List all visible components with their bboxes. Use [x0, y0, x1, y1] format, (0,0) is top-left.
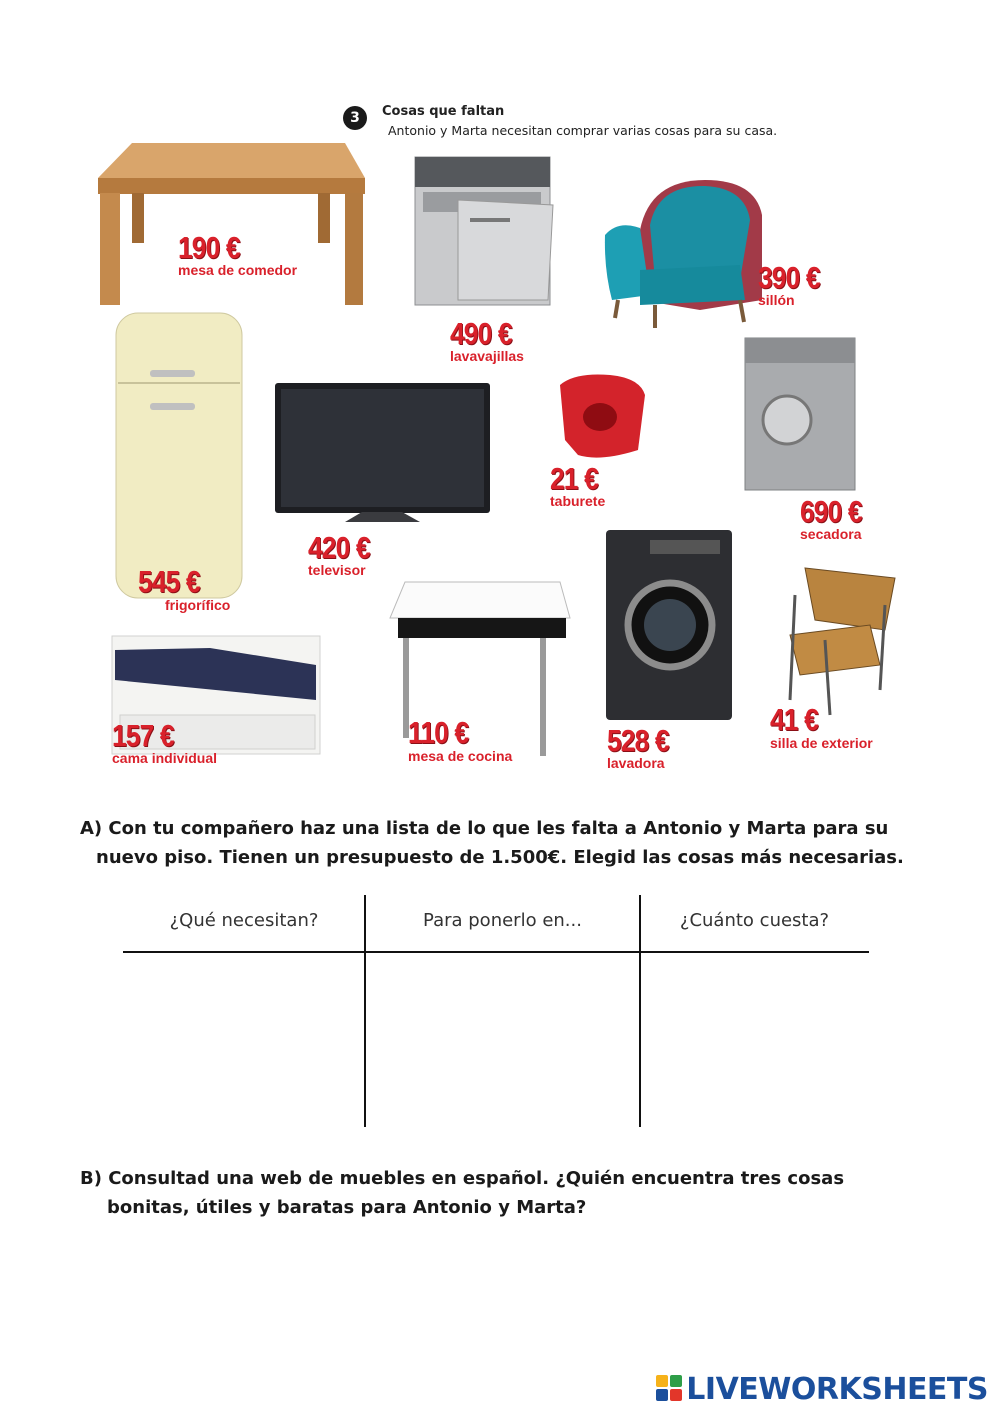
- name-mesa-de-cocina: mesa de cocina: [408, 748, 513, 764]
- fridge-image: [116, 313, 242, 598]
- liveworksheets-logo: [656, 1372, 988, 1407]
- price-televisor: 420 €: [308, 530, 370, 565]
- price-frigorifico: 545 €: [138, 564, 200, 599]
- table-header-que-necesitan: ¿Qué necesitan?: [169, 910, 319, 931]
- outdoor-chair-image: [790, 568, 895, 715]
- price-cama-individual: 157 €: [112, 718, 174, 753]
- television-image: [275, 383, 490, 522]
- exercise-title: Cosas que faltan: [382, 104, 505, 119]
- task-b-line-1: B) Consultad una web de muebles en español. ¿Quién encuentra tres cosas: [80, 1168, 845, 1189]
- table-header-divider: [123, 951, 869, 953]
- name-cama-individual: cama individual: [112, 750, 218, 766]
- stool-image: [560, 374, 645, 457]
- logo-text: LIVEWORKSHEETS: [686, 1372, 988, 1407]
- name-lavadora: lavadora: [607, 755, 665, 771]
- table-header-para-ponerlo: Para ponerlo en...: [423, 910, 582, 931]
- logo-mark-square-3: [656, 1389, 668, 1401]
- price-lavadora: 528 €: [607, 723, 669, 758]
- name-televisor: televisor: [308, 562, 366, 578]
- task-a-line-1: A) Con tu compañero haz una lista de lo que les falta a Antonio y Marta para su: [80, 818, 889, 839]
- price-secadora: 690 €: [800, 494, 862, 529]
- table-column-divider-1: [364, 895, 366, 1127]
- name-frigorifico: frigorífico: [165, 597, 231, 613]
- dishwasher-image: [415, 157, 553, 305]
- logo-mark-square-1: [656, 1375, 668, 1387]
- logo-mark-square-2: [670, 1375, 682, 1387]
- exercise-subtitle: Antonio y Marta necesitan comprar varias cosas para su casa.: [388, 123, 778, 138]
- name-silla-de-exterior: silla de exterior: [770, 735, 873, 751]
- price-silla-de-exterior: 41 €: [770, 702, 818, 737]
- price-mesa-de-comedor: 190 €: [178, 230, 240, 265]
- logo-mark-square-4: [670, 1389, 682, 1401]
- name-sillon: sillón: [758, 292, 795, 308]
- price-sillon: 390 €: [758, 260, 820, 295]
- name-secadora: secadora: [800, 526, 862, 542]
- task-a-line-2: nuevo piso. Tienen un presupuesto de 1.500€. Elegid las cosas más necesarias.: [96, 847, 904, 868]
- exercise-number: 3: [343, 106, 367, 130]
- name-lavavajillas: lavavajillas: [450, 348, 524, 364]
- price-taburete: 21 €: [550, 461, 598, 496]
- price-mesa-de-cocina: 110 €: [408, 715, 469, 750]
- task-b-line-2: bonitas, útiles y baratas para Antonio y Marta?: [107, 1197, 587, 1218]
- dryer-image: [745, 338, 855, 490]
- dining-table-image: [98, 143, 365, 305]
- washing-machine-image: [606, 530, 732, 720]
- table-column-divider-2: [639, 895, 641, 1127]
- armchair-image: [605, 180, 762, 328]
- table-header-cuanto-cuesta: ¿Cuánto cuesta?: [679, 910, 830, 931]
- name-taburete: taburete: [550, 493, 606, 509]
- name-mesa-de-comedor: mesa de comedor: [178, 262, 298, 278]
- logo-mark-icon: [656, 1375, 682, 1401]
- price-lavavajillas: 490 €: [450, 316, 512, 351]
